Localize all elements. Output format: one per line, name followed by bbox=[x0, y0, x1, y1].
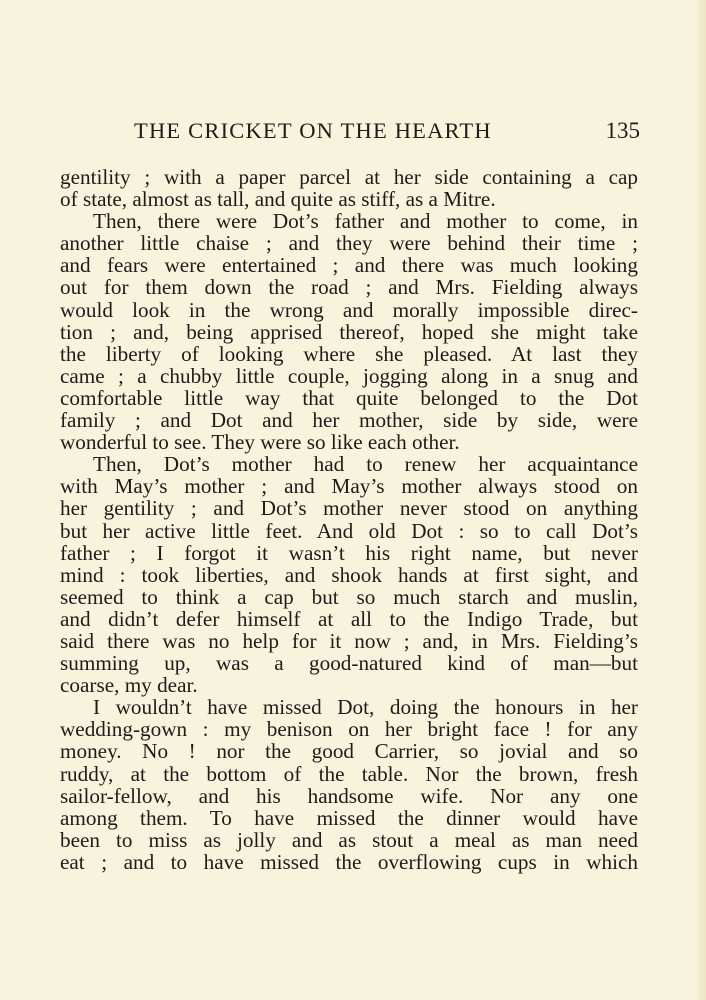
text-line: father ; I forgot it wasn’t his right name, but never bbox=[60, 540, 638, 565]
running-title: THE CRICKET ON THE HEARTH bbox=[134, 118, 492, 143]
text-line: Then, Dot’s mother had to renew her acquaintance bbox=[93, 452, 638, 477]
text-line: the liberty of looking where she pleased. At last they bbox=[60, 341, 638, 366]
text-line: mind : took liberties, and shook hands at first sight, and bbox=[60, 562, 638, 587]
text-line: wonderful to see. They were so like each other. bbox=[60, 430, 460, 455]
text-line: but her active little feet. And old Dot : so to call Dot’s bbox=[60, 518, 638, 543]
text-line: summing up, was a good-natured kind of man—but bbox=[60, 651, 638, 676]
text-line: comfortable little way that quite belonged to the Dot bbox=[60, 385, 638, 410]
text-line: family ; and Dot and her mother, side by side, were bbox=[60, 408, 638, 433]
text-line: and fears were entertained ; and there was much looking bbox=[60, 253, 638, 278]
page-header bbox=[60, 118, 640, 148]
text-line: would look in the wrong and morally impossible direc- bbox=[60, 297, 638, 322]
text-line: another little chaise ; and they were behind their time ; bbox=[60, 231, 638, 256]
text-line: with May’s mother ; and May’s mother always stood on bbox=[60, 474, 638, 499]
text-line: Then, there were Dot’s father and mother to come, in bbox=[93, 209, 638, 234]
text-line: said there was no help for it now ; and, in Mrs. Fielding’s bbox=[60, 628, 638, 653]
text-line: ruddy, at the bottom of the table. Nor the brown, fresh bbox=[60, 761, 638, 786]
text-line: wedding-gown : my benison on her bright face ! for any bbox=[60, 717, 638, 742]
text-line: tion ; and, being apprised thereof, hoped she might take bbox=[60, 319, 638, 344]
text-line: seemed to think a cap but so much starch and muslin, bbox=[60, 584, 638, 609]
text-line: her gentility ; and Dot’s mother never stood on anything bbox=[60, 496, 638, 521]
text-line: out for them down the road ; and Mrs. Fielding always bbox=[60, 275, 638, 300]
text-line: money. No ! nor the good Carrier, so jovial and so bbox=[60, 739, 638, 764]
page-number: 135 bbox=[605, 118, 640, 143]
text-line: and didn’t defer himself at all to the Indigo Trade, but bbox=[60, 606, 638, 631]
text-line: of state, almost as tall, and quite as stiff, as a Mitre. bbox=[60, 187, 496, 212]
text-line: coarse, my dear. bbox=[60, 673, 198, 698]
text-line: I wouldn’t have missed Dot, doing the honours in her bbox=[93, 695, 638, 720]
text-line: sailor-fellow, and his handsome wife. Nor any one bbox=[60, 783, 638, 808]
text-line: among them. To have missed the dinner would have bbox=[60, 805, 638, 830]
page-edge bbox=[698, 0, 706, 1000]
text-line: came ; a chubby little couple, jogging along in a snug and bbox=[60, 363, 638, 388]
text-line: gentility ; with a paper parcel at her side containing a cap bbox=[60, 165, 638, 189]
text-line: eat ; and to have missed the overflowing cups in which bbox=[60, 849, 638, 874]
text-line: been to miss as jolly and as stout a meal as man need bbox=[60, 827, 638, 852]
body-text bbox=[60, 166, 638, 873]
